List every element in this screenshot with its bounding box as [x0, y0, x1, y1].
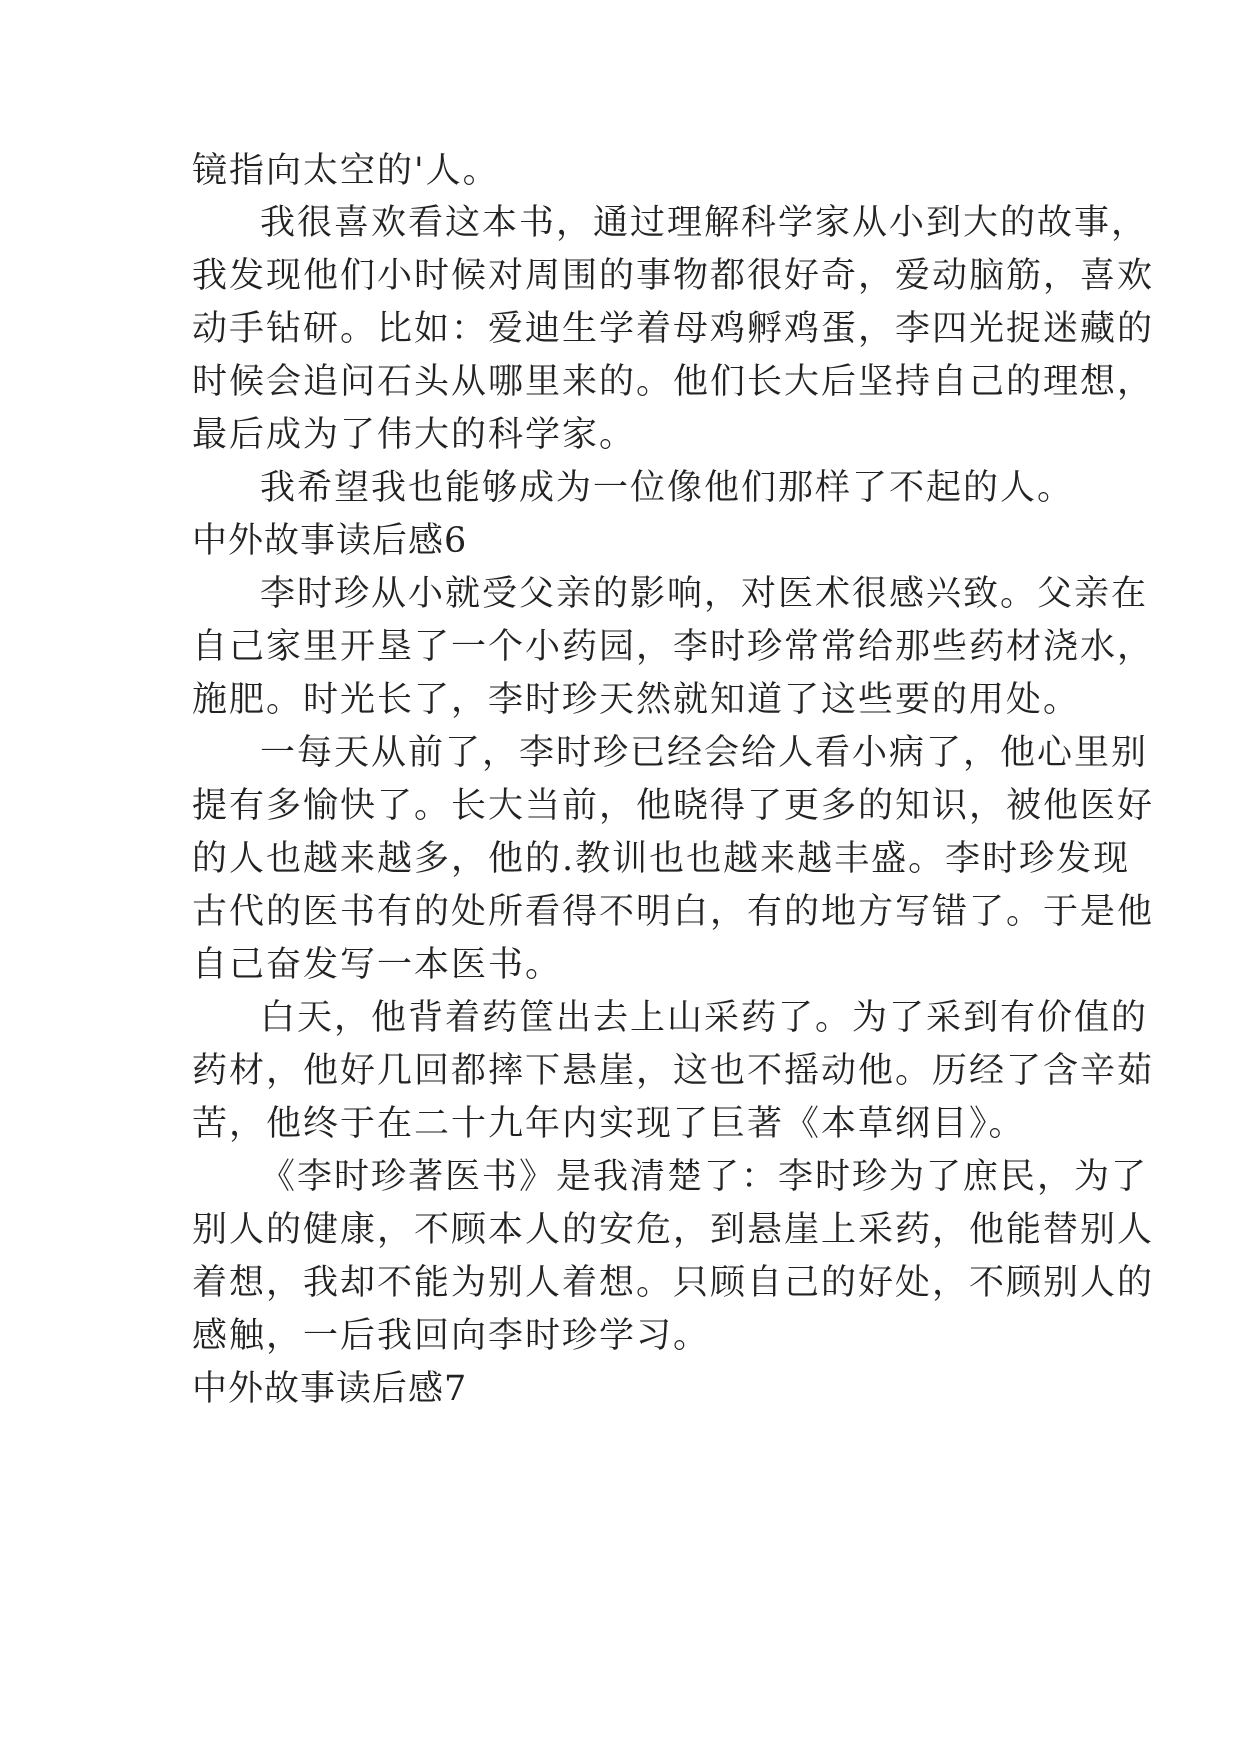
- paragraph-line: 药材，他好几回都摔下悬崖，这也不摇动他。历经了含辛茹: [192, 1051, 1155, 1091]
- paragraph-line: 别人的健康，不顾本人的安危，到悬崖上采药，他能替别人: [192, 1210, 1155, 1250]
- paragraph-line: 自己奋发写一本医书。: [192, 945, 563, 985]
- paragraph-line: 白天，他背着药筐出去上山采药了。为了采到有价值的: [260, 998, 1149, 1038]
- paragraph-line: 自己家里开垦了一个小药园，李时珍常常给那些药材浇水，: [192, 627, 1155, 667]
- paragraph-line: 我发现他们小时候对周围的事物都很好奇，爱动脑筋，喜欢: [192, 256, 1155, 296]
- paragraph-line: 古代的医书有的处所看得不明白，有的地方写错了。于是他: [192, 892, 1155, 932]
- paragraph-line: 提有多愉快了。长大当前，他晓得了更多的知识，被他医好: [192, 786, 1155, 826]
- paragraph-line: 我很喜欢看这本书，通过理解科学家从小到大的故事，: [260, 203, 1149, 243]
- paragraph-line: 李时珍从小就受父亲的影响，对医术很感兴致。父亲在: [260, 574, 1149, 614]
- paragraph-line: 镜指向太空的'人。: [192, 151, 500, 191]
- section-heading-7: 中外故事读后感7: [192, 1369, 468, 1409]
- section-heading-6: 中外故事读后感6: [192, 521, 468, 561]
- paragraph-line: 时候会追问石头从哪里来的。他们长大后坚持自己的理想，: [192, 362, 1155, 402]
- paragraph-line: 感触，一后我回向李时珍学习。: [192, 1316, 711, 1356]
- paragraph-line: 动手钻研。比如：爱迪生学着母鸡孵鸡蛋，李四光捉迷藏的: [192, 309, 1155, 349]
- paragraph-line: 我希望我也能够成为一位像他们那样了不起的人。: [260, 468, 1075, 508]
- paragraph-line: 《李时珍著医书》是我清楚了：李时珍为了庶民，为了: [260, 1157, 1149, 1197]
- paragraph-line: 着想，我却不能为别人着想。只顾自己的好处，不顾别人的: [192, 1263, 1155, 1303]
- paragraph-line: 施肥。时光长了，李时珍天然就知道了这些要的用处。: [192, 680, 1081, 720]
- paragraph-line: 的人也越来越多，他的.教训也也越来越丰盛。李时珍发现: [192, 839, 1131, 879]
- paragraph-line: 最后成为了伟大的科学家。: [192, 415, 637, 455]
- paragraph-line: 一每天从前了，李时珍已经会给人看小病了，他心里别: [260, 733, 1149, 773]
- paragraph-line: 苦，他终于在二十九年内实现了巨著《本草纲目》。: [192, 1104, 1026, 1144]
